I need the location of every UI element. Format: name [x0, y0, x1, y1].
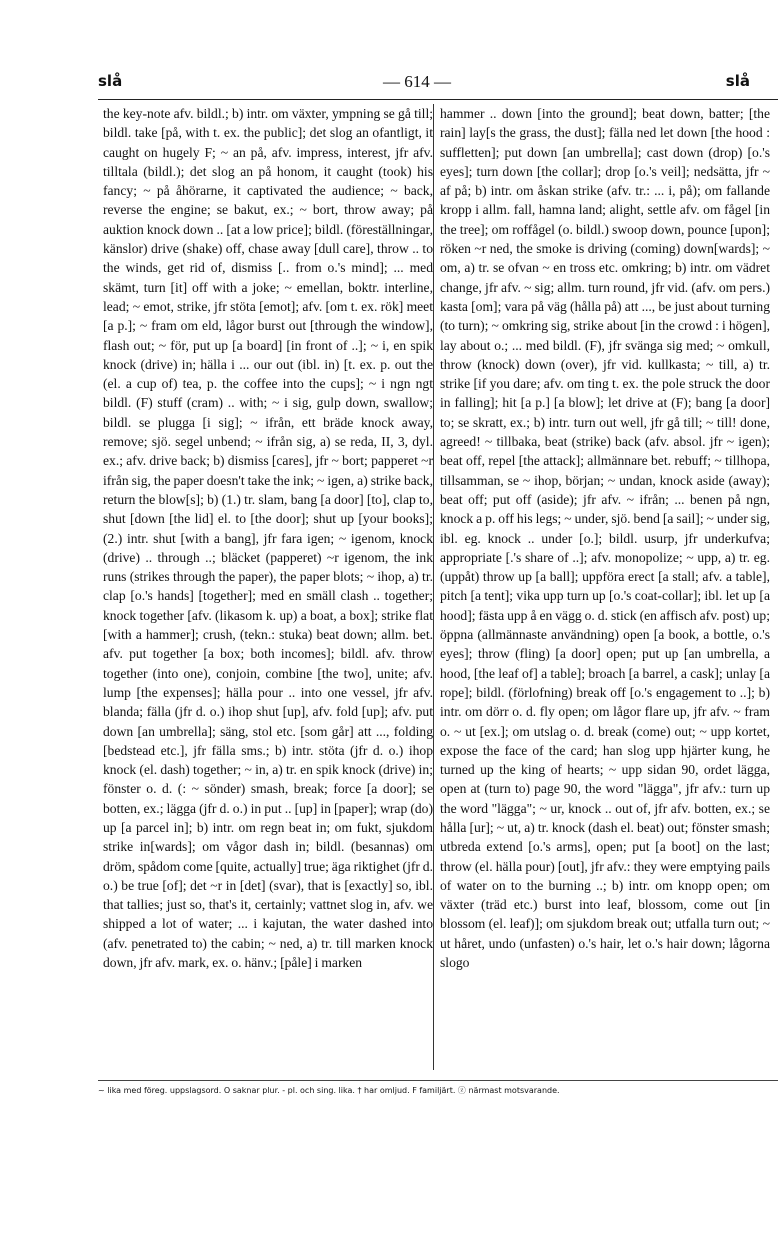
header-left-word: slå: [98, 72, 123, 90]
header-right-word: slå: [725, 72, 750, 90]
footnote-legend: ~ lika med föreg. uppslagsord. O saknar plur. - pl. och sing. lika. † har omljud. F familjärt. ⓩ närmast motsvarande.: [98, 1086, 560, 1095]
footer-rule: [98, 1080, 778, 1081]
left-column-text: the key-note afv. bildl.; b) intr. om växter, ympning se gå till; bildl. take [på, with t. ex. the public]; det slog an ofantligt, it caught on hugely F; ~ an på, afv. impress, interest, jfr afv. tilltala (bildl.); det slog an på honom, it caught (took) his fancy; ~ på åhörarne, it captivated the audience; ~ back, reverse the engine; se bakut, ex.; ~ bort, throw away; på auktion knock down .. [at a low price]; bildl. (föreställningar, känslor) drive (shake) off, chase away [dull care], throw .. to the winds, get rid of, dismiss [.. from o.'s mind]; ... med skämt, turn [it] off with a joke; ~ emellan, boktr. interline, lead; ~ emot, strike, jfr stöta [emot]; afv. [om t. ex. rök] meet [a p.]; ~ fram om eld, lågor burst out [through the window], flash out; ~ för, put up [a board] [in front of ..]; ~ i, en spik knock (drive) in; hälla i ... our out (ibl. in) [t. ex. p. out the (el. a cup of) tea, p. the coffee into the cups]; ~ i ngn ngt bildl. (F) stuff (cram) .. with; ~ i sig, gulp down, swallow; bildl. se plugga [i sig]; ~ ifrån, ett bräde knock away, remove; sjö. segel unbend; ~ ifrån sig, a) se reda, II, 3, dyl. ex.; afv. drive back; b) dismiss [cares], jfr ~ bort; papperet ~r ifrån sig, the paper doesn't take the ink; ~ igen, a) strike back, return the blow[s]; b) (1.) tr. slam, bang [a door] [to], clap to, shut [down [the lid] el. to [the door]; shut up [your books]; (2.) intr. shut [with a bang], jfr fara igen; ~ igenom, knock (drive) .. through ..; bläcket (papperet) ~r igenom, the ink runs (strikes through the paper), the paper blots; ~ ihop, a) tr. clap [o.'s hands] [together]; med en smäll clash .. together; knock together [afv. (likasom k. up) a boat, a box]; strike flat [with a hammer]; crush, (tekn.: stuka) beat down; allm. bet. afv. put together [a box; both incomes]; bildl. afv. throw together (into one), conjoin, combine [the two], unite; afv. lump [the expenses]; hälla pour .. into one vessel, jfr afv. blanda; fälla (jfr d. o.) ihop shut [up], afv. fold [up]; afv. put down [an umbrella]; säng, stol etc. [som går] att ..., folding [bedstead etc.], jfr fälla sms.; b) intr. stöta (jfr d. o.) ihop knock (el. dash) together; ~ in, a) tr. en spik knock (drive) in; fönster o. d. (: ~ sönder) smash, break; force [a door]; se botten, ex.; lägga (jfr d. o.) in put .. [up] in [paper]; wrap (do) up [a parcel in]; b) intr. om regn beat in; om fukt, sjukdom strike in[wards]; om vågor dash in; bildl. (besannas) om dröm, spådom come [quite, actually] true; äga riktighet (jfr d. o.) be true [of]; det ~r in [det] (svar), that is [exactly] so, ibl. that tallies; just so, that's it, certainly; vattnet slog in, afv. we shipped a lot of water; ... i kajutan, the water dashed into (afv. penetrated to) the cabin; ~ ned, a) tr. till marken knock down, jfr afv. mark, ex. o. hänv.; [påle] i marken: [103, 106, 433, 971]
page-header: [0, 72, 784, 96]
left-column: [103, 104, 433, 972]
header-rule: [98, 99, 778, 100]
column-divider: [433, 104, 434, 1070]
right-column-text: hammer .. down [into the ground]; beat down, batter; [the rain] lay[s the grass, the dust]; fälla ned let down [the hood : suffletten]; put down [an umbrella]; cast down (drop) [o.'s eyes]; turn down [the collar]; drop [o.'s veil]; nedsätta, jfr ~ af på; b) intr. om åskan strike (afv. tr.: ... i, på); om fallande kropp i allm. fall, hamna land; alight, settle afv. om fågel [in the tree]; om roffågel (o. bildl.) swoop down, pounce [upon]; röken ~r ned, the smoke is driving (coming) down[wards]; ~ om, a) tr. se ofvan ~ en tross etc. omkring; b) intr. om vädret change, jfr afv. ~ sig; allm. turn round, jfr vid. (afv. om pers.) kasta [om]; vara på väg (hålla på) att ..., be just about turning (to turn); ~ omkring sig, strike about [in the crowd : i högen], lay about o.; ... med bildl. (F), jfr svänga sig med; ~ omkull, throw (knock) down (over), jfr vid. kullkasta; ~ till, a) tr. strike [if you dare; afv. om ting t. ex. the pole struck the door in falling]; hit [a p.] [a blow]; let drive at (F); bang [a door] to; se skratt, ex.; b) intr. turn out well, jfr gå till; ~ till! done, agreed! ~ tillbaka, beat (strike) back (afv. absol. jfr ~ igen); beat off, repel [the attack]; allmännare bet. rebuff; ~ tillhopa, tillsamman, se ~ ihop, början; ~ undan, knock aside (away); beat off; put off (aside); jfr afv. ~ ifrån; ... benen på ngn, knock a p. off his legs; ~ under, sjö. bend [a sail]; ~ under sig, ibl. eg. knock .. under [o.]; bildl. usurp, jfr underkufva; appropriate [.'s share of ..]; afv. monopolize; ~ upp, a) tr. eg. (uppåt) throw up [a ball]; uppföra erect [a stall; afv. a table], pitch [a tent]; vika upp turn up [o.'s coat-collar]; ibl. let up [a hood]; fästa upp å en vägg o. d. stick (en affisch afv. post) up; öppna (allmännaste användning) open [a book, a bottle, o.'s eyes]; throw (fling) [a door] open; put up [an umbrella, a hood, [the leaf of] a table]; broach [a barrel, a cask]; unlay [a rope]; bildl. (förlofning) break off [o.'s engagement to ..]; b) intr. om dörr o. d. fly open; om lågor flare up, jfr afv. ~ fram o. ~ ut [ex.]; om utslag o. d. break (come) out; ~ upp kortet, expose the face of the card; han slog upp hjärter kung, he turned up the king of hearts; ~ upp sidan 90, ordet lägga, open at (turn to) page 90, the word "lägga", jfr afv.: turn up the word "lägga"; ~ ur, knock .. out of, jfr afv. botten, ex.; se hålla [ur]; ~ ut, a) tr. knock (dash el. beat) out; fönster smash; utbreda extend [o.'s arms], open; put [a boot] on the last; throw (el. hälla pour) [out], jfr afv.: they were emptying pails of water on to the burning ..; b) intr. om knopp open; om växter (träd etc.) burst into leaf, blossom, come out [in blossom (el. leaf)]; om sjukdom break out; utfalla turn out; ~ ut håret, undo (unfasten) o.'s hair, let o.'s hair down; lågorna slogo: [440, 106, 770, 971]
right-column: [440, 104, 770, 972]
page-number: — 614 —: [383, 72, 451, 91]
